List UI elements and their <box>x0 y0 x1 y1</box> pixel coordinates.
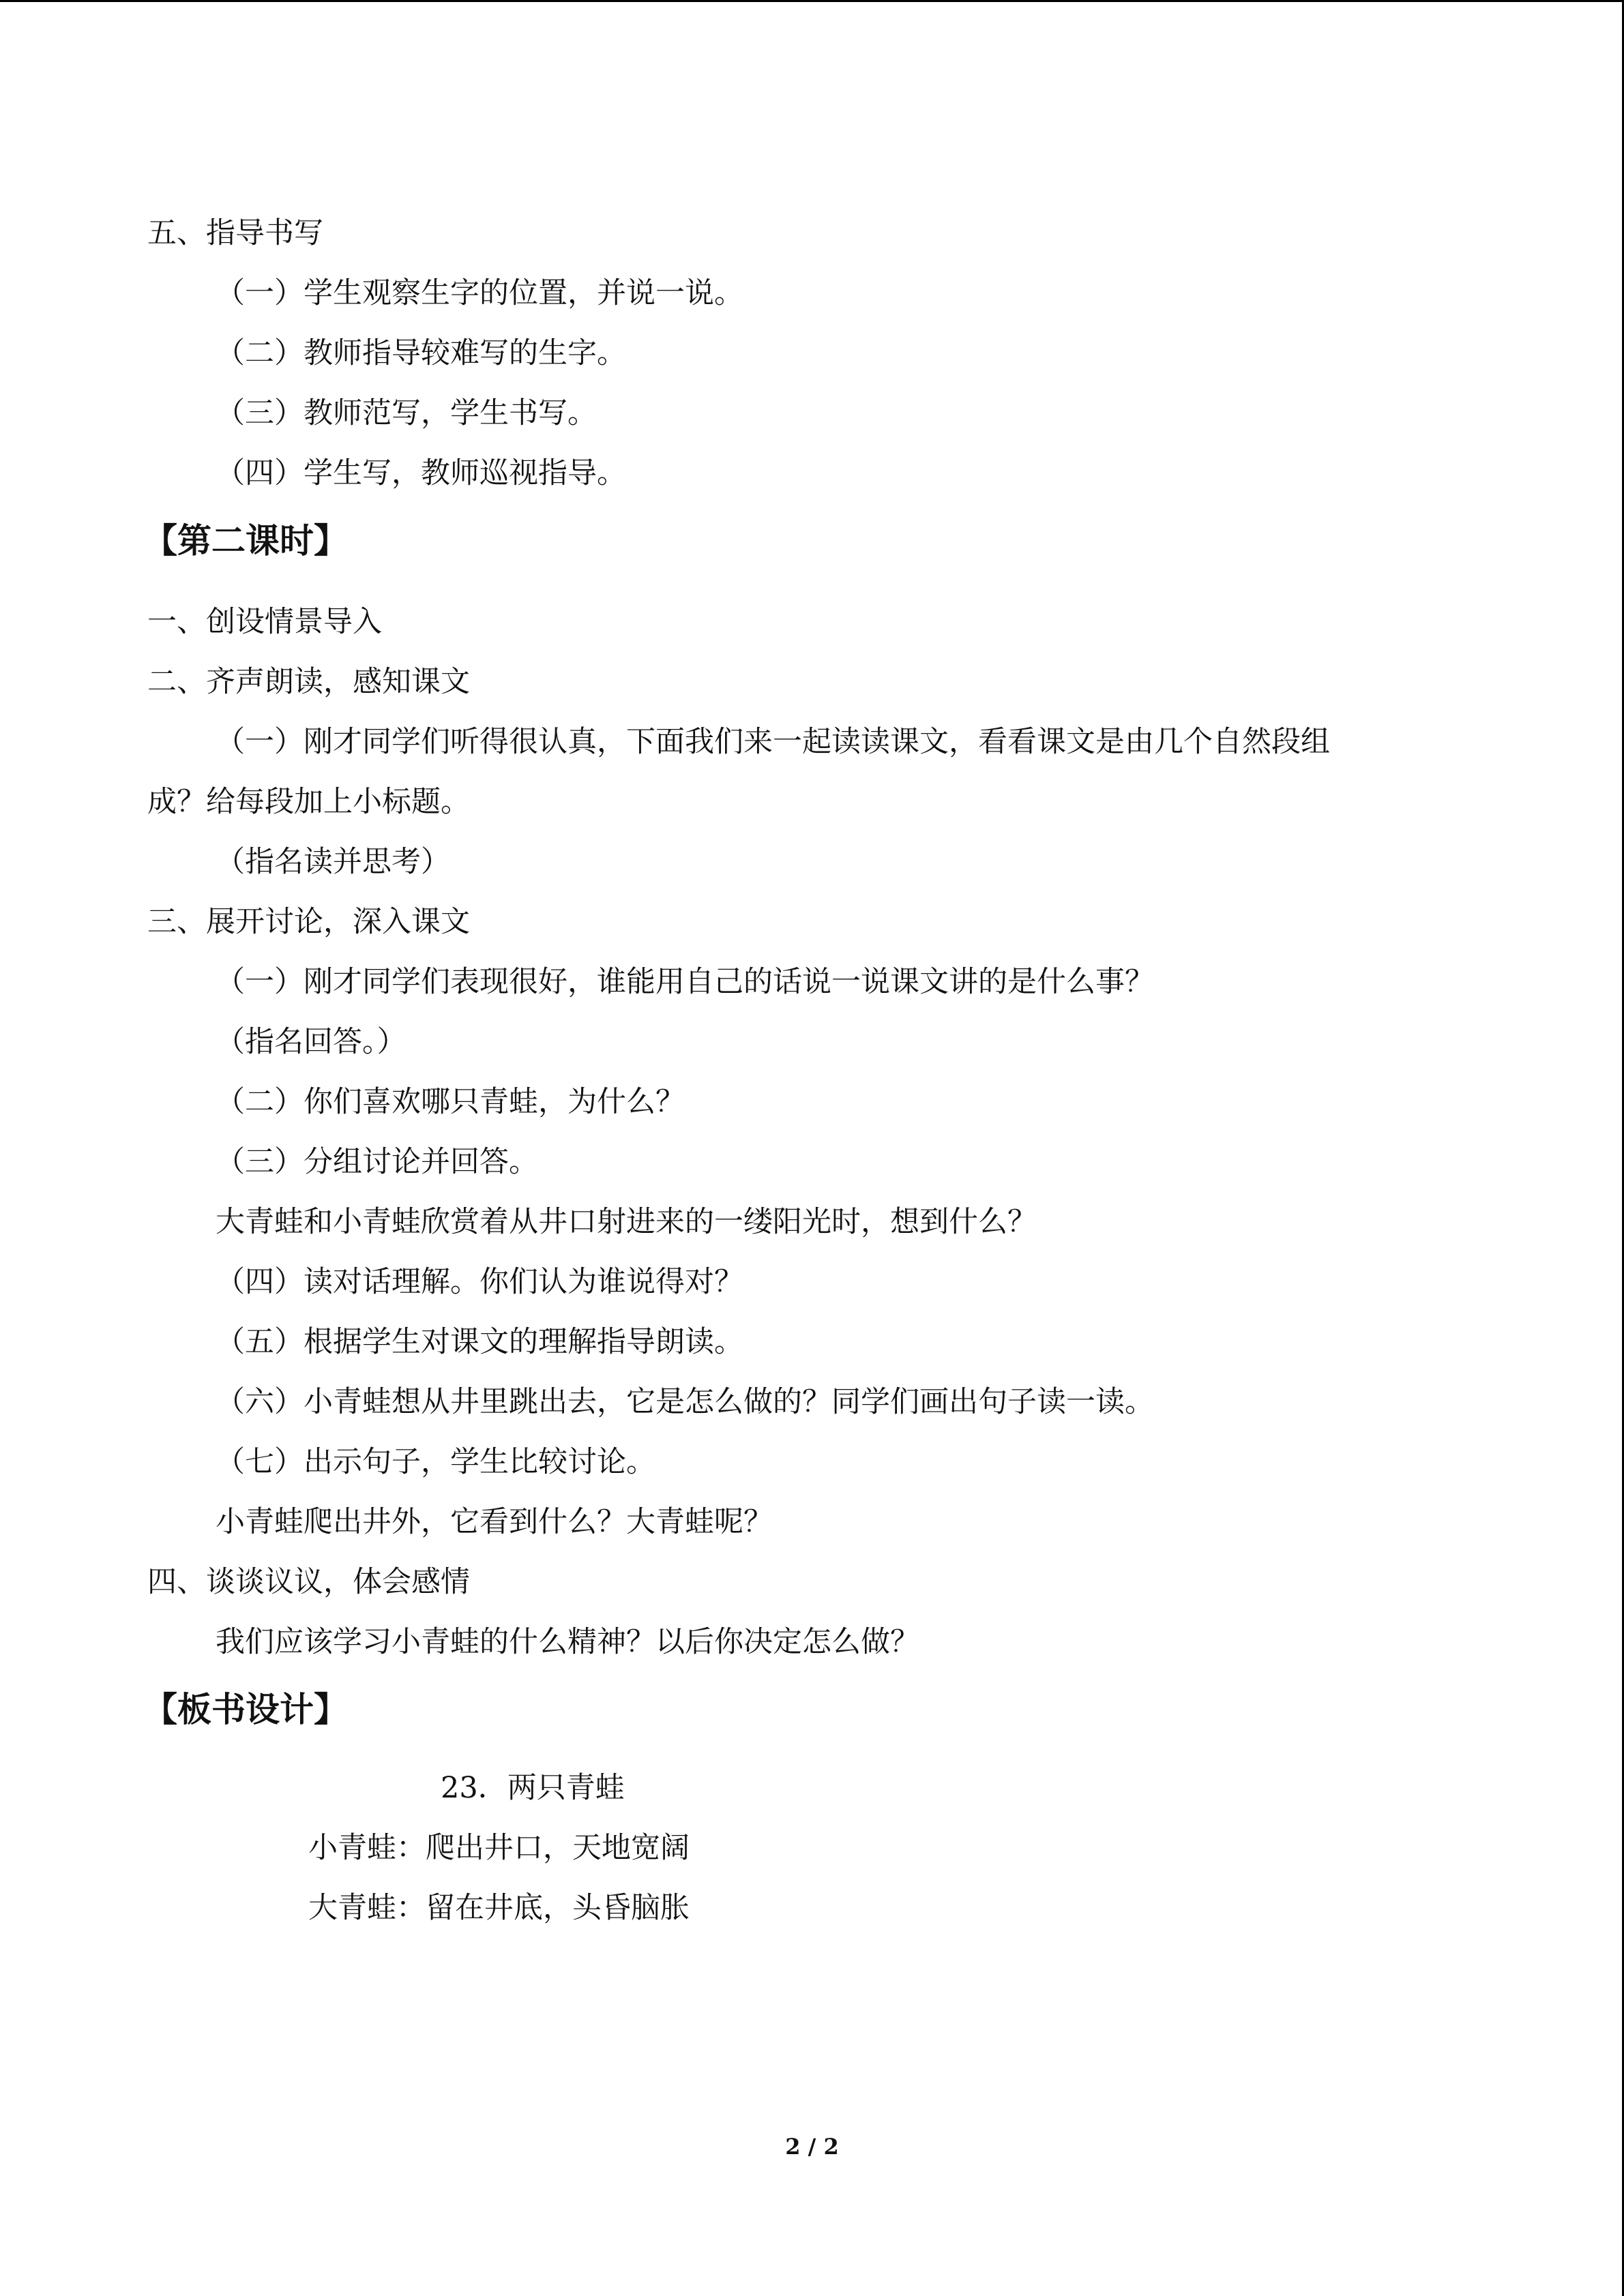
list-item: （二）教师指导较难写的生字。 <box>216 336 626 370</box>
section-title: 二、齐声朗读，感知课文 <box>147 665 470 699</box>
paragraph-line: （一）刚才同学们听得很认真，下面我们来一起读读课文，看看课文是由几个自然段组 <box>216 725 1330 759</box>
page-number: 2 / 2 <box>785 2134 839 2160</box>
board-line: 小青蛙：爬出井口，天地宽阔 <box>308 1831 690 1865</box>
section-title: 五、指导书写 <box>147 216 323 250</box>
list-item: （一）学生观察生字的位置，并说一说。 <box>216 276 743 310</box>
paragraph-line: 大青蛙和小青蛙欣赏着从井口射进来的一缕阳光时，想到什么？ <box>216 1205 1037 1239</box>
section-title: 四、谈谈议议，体会感情 <box>147 1565 470 1599</box>
list-item: （一）刚才同学们表现很好，谁能用自己的话说一说课文讲的是什么事？ <box>216 965 1154 999</box>
top-border <box>0 0 1624 2</box>
lesson-heading: 【第二课时】 <box>143 521 348 561</box>
paragraph-line: 我们应该学习小青蛙的什么精神？以后你决定怎么做？ <box>216 1625 919 1659</box>
list-item: （六）小青蛙想从井里跳出去，它是怎么做的？同学们画出句子读一读。 <box>216 1385 1154 1419</box>
section-title: 一、创设情景导入 <box>147 605 382 639</box>
list-item: （二）你们喜欢哪只青蛙，为什么？ <box>216 1085 685 1119</box>
list-item: （七）出示句子，学生比较讨论。 <box>216 1445 655 1479</box>
section-title: 三、展开讨论，深入课文 <box>147 905 470 939</box>
note: （指名回答。） <box>216 1025 407 1059</box>
paragraph-line: 成？给每段加上小标题。 <box>147 785 470 819</box>
list-item: （四）学生写，教师巡视指导。 <box>216 456 626 490</box>
list-item: （三）教师范写，学生书写。 <box>216 396 597 430</box>
board-heading: 【板书设计】 <box>143 1690 348 1729</box>
paragraph-line: 小青蛙爬出井外，它看到什么？大青蛙呢？ <box>216 1505 773 1539</box>
board-line: 大青蛙：留在井底，头昏脑胀 <box>308 1891 690 1925</box>
board-title: 23．两只青蛙 <box>441 1771 625 1805</box>
note: （指名读并思考） <box>216 845 450 879</box>
list-item: （五）根据学生对课文的理解指导朗读。 <box>216 1325 743 1359</box>
list-item: （三）分组讨论并回答。 <box>216 1145 538 1179</box>
list-item: （四）读对话理解。你们认为谁说得对？ <box>216 1265 743 1299</box>
